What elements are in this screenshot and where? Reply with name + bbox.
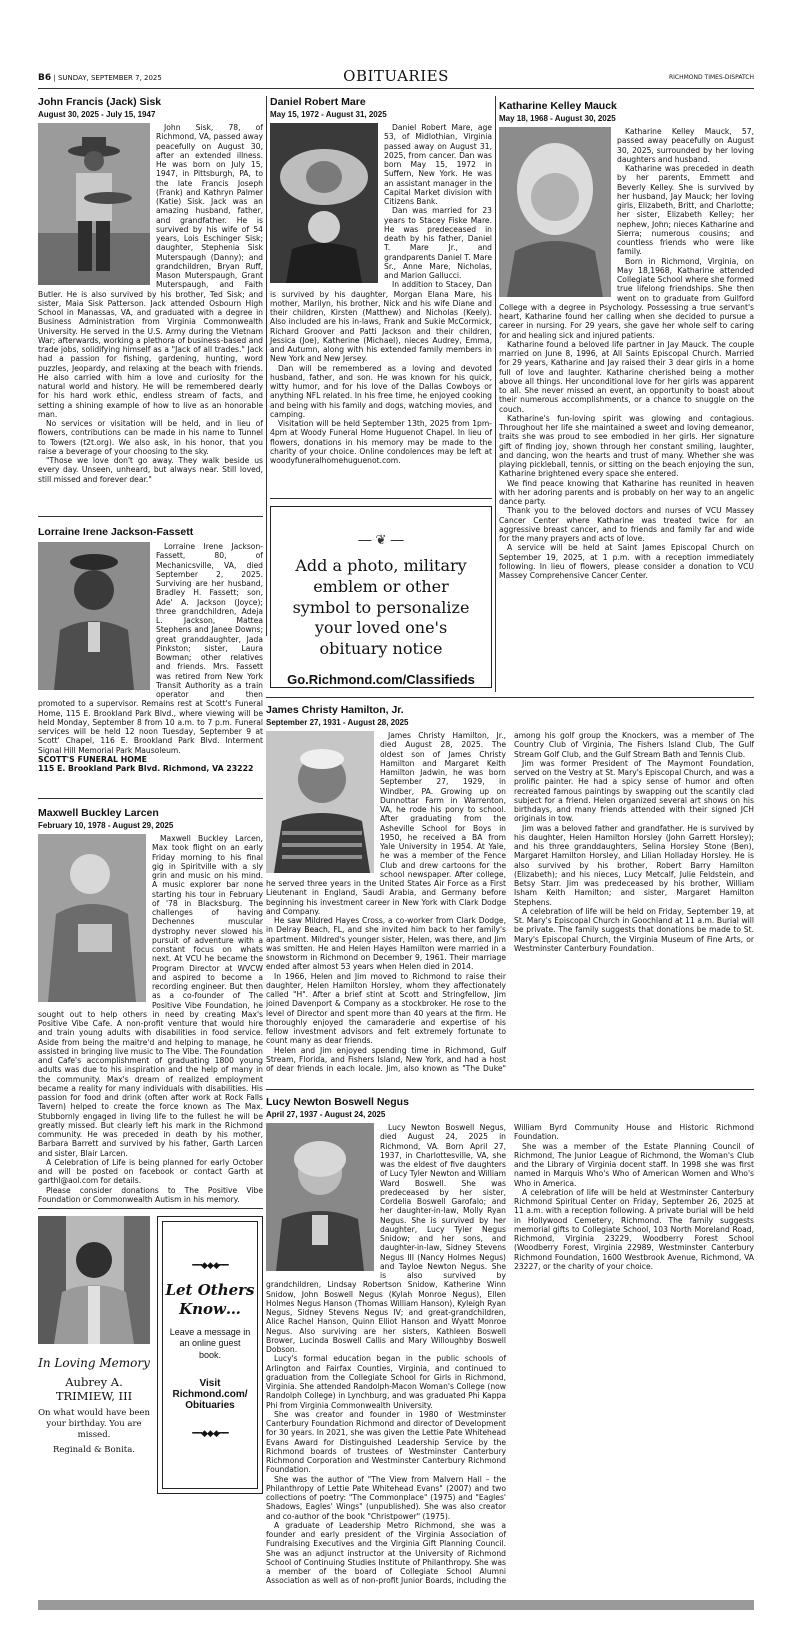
ornament-icon: ━━◆◆◆━━: [192, 1261, 228, 1271]
obit-mare: [270, 96, 492, 506]
obit-dates: April 27, 1937 - August 24, 2025: [266, 1110, 386, 1119]
obit-paragraph: Maxwell Buckley Larcen, Max took flight on an early Friday morning to his final gig in Spiritville with a sly grin and music on his mind. A music explorer bar none starting his tour in February of '78 in Blacksburg. The challenges of having Dechennes muscular dystrophy never slowed his pursuit of adventure with a constant focus on whats next. At VCU he became the Program Director at WVCW and aspired to become a recording engineer. But then as a co-founder of The Positive Vibe Foundation, he sought out to help others in need by creating Max's Positive Vibe Cafe. A non-profit venture that would hire and train young adults with disabilities in food service. Aside from being the maitre'd and helping to manage, he assisted in bringing live music to The Vibe. The Foundation and Cafe's accomplishment of graduating 1800 young adults was due to his inspiration and the help of many in the community. Max's dream of realized employment became a reality for many individuals with disabilities. His passion for food and drink (often after work at Rock Falls Tavern) helped to create the force known as The Max. Stubbornly engaged in living life to the fullest he will be greatly missed. But clearly left his mark in the Richmond community. He was preceded in death by his mother, Barbara Barrett and survived by his father, Garth Larcen and sister, Blair Larcen.: [38, 834, 263, 1158]
divider: [266, 1089, 754, 1090]
obit-mauck: [499, 100, 754, 692]
divider: [270, 498, 492, 499]
obit-paragraph: Please consider donations to The Positive Vibe Foundation or Commonwealth Autism in his memory.: [38, 1185, 263, 1204]
obit-photo-mare: [270, 123, 378, 283]
ad-photo-text: Add a photo, military emblem or other symbol to personalize your loved one's obituary notice: [292, 556, 470, 659]
obit-larcen: [38, 807, 263, 1204]
ad-url-line1[interactable]: Richmond.com/: [172, 1388, 248, 1400]
obit-name: James Christy Hamilton, Jr.: [266, 704, 404, 716]
obit-dates: May 15, 1972 - August 31, 2025: [270, 110, 387, 119]
ornament-icon: ⎯⎯ ❦ ⎯⎯: [358, 533, 404, 548]
ornament-icon: ━━◆◆◆━━: [192, 1428, 228, 1439]
obit-photo-sisk: [38, 123, 150, 285]
obit-name: Maxwell Buckley Larcen: [38, 807, 159, 819]
obit-dates: February 10, 1978 - August 29, 2025: [38, 821, 174, 830]
obit-paragraph: A celebration of life will be held at Westminster Canterbury Richmond Spiritual Center on Friday, September 26, 2025 at 11 a.m. with a reception following. A private burial will be held in Hollywood Cemetery, Richmond. The family suggests memorial gifts to Collegiate School, 103 North Moreland Road, Richmond, Virginia 23229, Woodberry Forest School (Woodberry Forest, Virginia 22989, Westminster Canterbury Richmond Foundation, 1600 Westbrook Avenue, Richmond, VA 23227, or the charity of your choice.: [514, 1187, 754, 1271]
divider: [38, 516, 263, 517]
obit-paragraph: She was creator and founder in 1980 of Westminster Canterbury Foundation Richmond and director of Development for 30 years. In 2021, she was given the Lettie Pate Whitehead Evans Award for Distinguished Leadership Service by the Richmond boards of trustees of Westminster Canterbury Richmond Corporation and Westminster Canterbury Richmond Foundation.: [266, 1409, 506, 1475]
divider: [266, 697, 754, 698]
obit-dates: May 18, 1968 - August 30, 2025: [499, 114, 616, 123]
obit-paragraph: In addition to Stacey, Dan is survived by his daughter, Morgan Elana Mare, his mother, Marilyn, his brother, Nick and his wife Diane and their children, Kirsten (Matthew) and Nicholas (Keely). Also included are his in-laws, Frank and Sukie McCormick, Richard Groover and Patti Jackson and their children, Jessica (Joe), Katherine (Michael), nieces Audrey, Emma, and Autumn, along with his extended family members in New York and New Jersey.: [270, 280, 492, 364]
funeral-home-address: 115 E. Brookland Park Blvd. Richmond, VA 23222: [38, 764, 254, 774]
obit-paragraph: Katharine's fun-loving spirit was glowing and contagious. Throughout her life she maintained a sweet and loving demeanor, traits she was proud to see embodied in her girls. Her signature gift of finding joy, shown through her constant smiling, laughter, and dancing, won the hearts and trust of many. Whether she was playing pickleball, tennis, or sitting on the beach enjoying the sun, Katharine brightened every space she entered.: [499, 413, 754, 479]
obit-paragraph: Katharine was preceded in death by her parents, Emmett and Beverly Kelley. She is survived by her husband, Jay Mauck; her loving girls, Elizabeth, Britt, and Charlotte; her sister, Elizabeth Kelley; her nephew, John; nieces Katharine and Sierra; numerous cousins; and countless friends who were like family.: [617, 164, 754, 257]
obit-paragraph: He saw Mildred Hayes Cross, a co-worker from Clark Dodge, in Delray Beach, FL, and she invited him back to her family's apartment. Mildred's younger sister, Helen, was there, and Jim was smitten. He and Helen Hayes Hamilton were married in a snowstorm in Richmond on December 9, 1961. Their marriage ended after almost 53 years when Helen died in 2014.: [266, 916, 506, 972]
obit-paragraph: Dan was married for 23 years to Stacey Fiske Mare. He was predeceased in death by his father, Daniel T. Mare Jr., and grandparents Daniel T. Mare Sr., Anne Mare, Nicholas, and Marion Gallucci.: [384, 206, 492, 280]
page-header: [38, 65, 754, 89]
photo-emblem-ad: [270, 506, 492, 688]
obit-name: Katharine Kelley Mauck: [499, 100, 617, 112]
obit-paragraph: "Those we love don't go away. They walk beside us every day. Unseen, unheard, but always near. Still loved, still missed and forever dear.": [38, 456, 263, 484]
obit-paragraph: A Celebration of Life is being planned for early October and will be posted on facebook or contact Garth at garthl@aol.com for details.: [38, 1157, 263, 1186]
memory-message: On what would have been your birthday. You are missed.: [38, 1408, 150, 1441]
obit-paragraph: Born in Richmond, Virginia, on May 18,1968, Katharine attended Collegiate School where she formed true lifelong friendships. She then went on to graduate from Guilford College with a degree in Psychology. Possessing a true servant's heart, Katharine found her calling when she decided to pursue a career in nursing. For 29 years, she gave her whole self to caring for and healing sick and injured patients.: [499, 256, 754, 340]
obit-name: John Francis (Jack) Sisk: [38, 96, 162, 108]
obit-photo-jackson: [38, 542, 150, 690]
obit-paragraph: Lorraine Irene Jackson-Fassett, 80, of Mechanicsville, VA, died September 2, 2025. Surviving are her husband, Bradley H. Fassett; son, Ade' A. Jackson (Joyce); three grandchildren, Adeja L. Jackson, Mattea Stephens and Janee Downs; great granddaughter, Jada Pinkston; sister, Laura Bowman; other relatives and friends. Mrs. Fassett was retired from New York Transit Authority as a train operator and then promoted to a supervisor. Remains rest at Scott's Funeral Home, 115 E. Brookland Park Blvd., where viewing will be held Monday, September 8 from 10 a.m. to 7 p.m. Funeral services will be held 12 noon Tuesday, September 9 at Scott' Chapel, 116 E. Brookland Park Blvd. Interment Signal Hill Memorial Park Mausoleum.: [38, 542, 263, 755]
memory-script-title: In Loving Memory: [38, 1356, 150, 1370]
obit-paragraph: She was the author of "The View from Malvern Hall – the Philanthropy of Lettie Pate Whitehead Evans" (2007) and two collections of poetry: "The Commonplace" (1975) and "Eagles' Shadows, Eagles' Wings" (unpublished). She was also creator and co-author of the book "Christpower" (1975).: [266, 1474, 506, 1521]
memory-name-line2: TRIMIEW, III: [55, 1389, 133, 1403]
ad-photo-url[interactable]: Go.Richmond.com/Classifieds: [287, 671, 475, 687]
page-date: | SUNDAY, SEPTEMBER 7, 2025: [53, 74, 162, 82]
obit-paragraph: We find peace knowing that Katharine has reunited in heaven with her adoring parents and is probably on her way to an angelic dance party.: [499, 478, 754, 506]
obit-photo-mauck: [499, 127, 611, 297]
obit-hamilton: [266, 704, 754, 1084]
obit-paragraph: A service will be held at Saint James Episcopal Church on September 19, 2025, at 1 p.m. with a reception immediately following. In lieu of flowers, please consider a donation to VCU Massey Comprehensive Cancer Center.: [499, 543, 754, 580]
obit-paragraph: Jim was a beloved father and grandfather. He is survived by his daughter, Helen Hamilton Horsley (John Garrett Horsley); and his three granddaughters, Selina Horsley Stone (Ben), Margaret Hamilton Horsley, and Lilian Holladay Horsley. He is also survived by his brother, Robert Barry Hamilton (Elizabeth); and his nieces, Lucy Metcalf, Julie Feldstein, and Betsy Starr. Jim was predeceased by his brother, William Isham Keith Hamilton; and sister, Margaret Hamilton Stephens.: [514, 823, 754, 907]
obit-paragraph: Lucy's formal education began in the public schools of Arlington and Fairfax Counties, Virginia, and continued to graduation from the Collegiate School for Girls in Richmond, Virginia. She attended Randolph-Macon Woman's College (now Randolph College) in Lynchburg, and was graduated Phi Kappa Phi from Virginia Commonwealth University.: [266, 1354, 506, 1410]
obit-paragraph: No services or visitation will be held, and in lieu of flowers, contributions can be made in his name to Tunnel to Towers (t2t.org). We also ask, in his honor, that you raise a beverage of your choosing to the sky.: [38, 419, 263, 456]
obit-name: Lucy Newton Boswell Negus: [266, 1096, 409, 1108]
funeral-home-name: SCOTT'S FUNERAL HOME: [38, 754, 147, 764]
obit-paragraph: Dan will be remembered as a loving and devoted husband, father, and son. He was known for his quick, witty humor, and for his love of the Dallas Cowboys or anything NFL related. In his free time, he enjoyed cooking and being with his family and dogs, watching movies, and camping.: [270, 363, 492, 419]
obit-photo-hamilton: [266, 731, 374, 873]
column-rule: [266, 96, 267, 636]
divider: [38, 798, 263, 799]
obit-paragraph: Katharine Kelley Mauck, 57, passed away peacefully on August 30, 2025, surrounded by her loving daughters and husband.: [617, 127, 754, 164]
obit-paragraph: Daniel Robert Mare, age 53, of Midlothian, Virginia passed away on August 31, 2025, from cancer. Dan was born May 15, 1972 in Suffern, New York. He was an assistant manager in the Capital Market division with Citizens Bank.: [384, 123, 492, 206]
ad-subtitle: Leave a message in an online guest book.: [169, 1326, 251, 1360]
memory-signature: Reginald & Bonita.: [52, 1445, 135, 1456]
page-number: B6: [38, 73, 52, 83]
divider: [38, 1208, 263, 1209]
obit-sisk: [38, 96, 263, 511]
memory-photo: [38, 1216, 150, 1344]
obit-name: Lorraine Irene Jackson-Fassett: [38, 526, 194, 538]
guest-book-ad: [157, 1216, 263, 1494]
obit-paragraph: She was a member of the Estate Planning Council of Richmond, The Junior League of Richmond, the Woman's Club and the Library of Virginia docent staff. In 1998 she was first named in Marquis Who's Who of American Women and Who's Who in America.: [514, 1141, 754, 1188]
obit-paragraph: In 1966, Helen and Jim moved to Richmond to raise their daughter, Helen Hamilton Horsley, whom they affectionately called "H". After a brief stint at Scott and Stringfellow, Jim joined Davenport & Company as a stockbroker. He rose to the level of Director and spent more than 40 years at the firm. He thoroughly enjoyed the camaraderie and expertise of his fellow investment advisors and felt extremely fortunate to count many as dear friends.: [266, 971, 506, 1046]
ad-title: Let Others Know…: [165, 1281, 255, 1318]
memory-name-line1: Aubrey A.: [65, 1375, 123, 1389]
obit-paragraph: Visitation will be held September 13th, 2025 from 1pm-4pm at Woody Funeral Home Huguenot Chapel. In lieu of flowers, donations in his memory may be made to the charity of your choice. Online condolences may be left at woodyfuneralhomehuguenot.com.: [270, 419, 492, 465]
paper-name: RICHMOND TIMES-DISPATCH: [668, 74, 754, 81]
ad-visit: Visit: [199, 1377, 221, 1389]
obit-paragraph: Lucy Newton Boswell Negus, died August 24, 2025 in Richmond, VA. Born April 27, 1937, in Charlottesville, VA, she was the eldest of five daughters of Lucy Tyler Newton and William Ward Boswell. She was predeceased by her sister, Cordelia Boswell Garofalo; and her daughter-in-law, Molly Ryan Negus. She is survived by her daughter, Lucy Tyler Negus Snidow; and her sons, and daughter-in-law, Sidney Stevens Negus III (Nancy Holmes Negus) and Tayloe Newton Negus. She is also survived by grandchildren, Lindsay Robertson Snidow, Katherine Winn Snidow, John Boswell Negus (Kylah Monroe Negus), Ellen Holmes Negus Hanson (Thomas William Hanson), Kyleigh Ryan Negus, Sidney Stevens Negus IV; and great-grandchildren, Alice Rachel Hanson, Quinn Elliot Hanson and Wyatt Monroe Negus. Also surviving are her sisters, Kathleen Boswell Brower, Lucinda Boswell Callis and Mary Willoughby Boswell Dobson.: [266, 1123, 506, 1354]
obit-dates: September 27, 1931 - August 28, 2025: [266, 718, 409, 727]
obit-paragraph: Helen and Jim enjoyed spending time in Richmond, Gulf Stream, Florida, and Fishers Island, New York, and had a host of dear friends in each locale. Jim, also known as "The Duke" among his golf group the Knockers, was a member of The Country Club of Virginia, The Fishers Island Club, The Gulf Stream Golf Club, and the Gulf Stream Bath and Tennis Club.: [266, 731, 754, 1073]
obit-photo-negus: [266, 1123, 374, 1271]
obit-dates: August 30, 2025 - July 15, 1947: [38, 110, 156, 119]
obit-paragraph: John Sisk, 78, of Richmond, VA, passed away peacefully on August 30, after an extended illness. He was born on July 15, 1947, in Pittsburgh, PA, to the late Francis Joseph (Frank) and Kathryn Palmer (Katie) Sisk. Jack was an amazing husband, father, and grandfather. He is survived by his wife of 54 years, Lois Eschinger Sisk; daughter, Stephenia Sisk Muterspaugh (Danny); and grandchildren, Bryan Ruff, Mason Muterspaugh, Grant Muterspaugh, and Faith Butler. He is also survived by his brother, Ted Sisk; and sister, Maia Sisk Patterson. Jack attended Osbourn High School in Manassas, VA, and graduated with a degree in Business Administration from Virginia Commonwealth University. He served in the U.S. Army during the Vietnam War; afterwards, working a plethora of business-based and trade jobs, solidifying himself as a "Jack of all trades." Jack had a passion for fishing, gardening, hunting, word puzzles, Jeopardy, and relaxing at the beach with friends. He also carried with him a love and curiosity for the natural world and history. He will be remembered dearly for his hard work ethic, endless stream of facts, and setting a shining example of how to live as an honorable man.: [38, 123, 263, 419]
obit-paragraph: Thank you to the beloved doctors and nurses of VCU Massey Cancer Center where Katharine was treated twice for an aggressive breast cancer, and to friends and family far and wide for the many prayers and acts of love.: [499, 506, 754, 543]
obit-paragraph: Katharine found a beloved life partner in Jay Mauck. The couple married on June 8, 1996, at All Saints Episcopal Church. Married for 29 years, Katharine and Jay raised their 3 dear girls in a home full of love and laughter. Katharine cherished being a mother above all things. Her unconditional love for her girls was apparent to all. She never missed an event, an opportunity to boast about their numerous accomplishments, or a chance to snuggle on the couch.: [499, 339, 754, 414]
in-memory-notice: [38, 1216, 150, 1481]
footer-bar: [38, 1600, 754, 1610]
obit-name: Daniel Robert Mare: [270, 96, 366, 108]
obit-paragraph: A celebration of life will be held on Friday, September 19, at St. Mary's Episcopal Church in Goochland at 11 a.m. Burial will be private. The family suggests that donations be made to St. Mary's Episcopal Church, the Virginia Museum of Fine Arts, or Westminster Canterbury Foundation.: [514, 906, 754, 953]
obit-paragraph: Jim was former President of The Maymont Foundation, served on the Vestry at St. Mary's Episcopal Church, and was a prolific painter. He had a spicy sense of humor and often recreated famous paintings by swapping out the scantily clad subject for a friend. Helen organized several art shows on his birthdays, and many friends attended with their signed JCH originals in tow.: [514, 758, 754, 824]
ad-url-line2[interactable]: Obituaries: [185, 1399, 235, 1411]
obit-negus: [266, 1096, 754, 1596]
obit-paragraph: A graduate of Leadership Metro Richmond, she was a founder and early president of the Virginia Association of Fundraising Executives and the Virginia Gift Planning Council. She was an adjunct instructor at the University of Richmond School of Continuing Studies Institute of Philanthropy. She was a member of the board of Collegiate School Alumni Association as well as of non-profit Junior Boards, including the William Byrd Community House and Historic Richmond Foundation.: [266, 1123, 754, 1586]
obit-photo-larcen: [38, 834, 146, 1002]
obit-jackson-fassett: [38, 526, 263, 786]
obit-paragraph: James Christy Hamilton, Jr., died August 28, 2025. The oldest son of James Christy Hamilton and Margaret Keith Hamilton Jadwin, he was born September 27, 1929, in Windber, PA. Growing up on Dunnottar Farm in Warrenton, VA, he rode his pony to school. After graduating from the Asheville School for Boys in 1950, he received a BA from Yale University in 1954. At Yale, he was a member of the Fence Club and drew cartoons for the school newspaper. After college, he served three years in the United States Air Force as a First Lieutenant in England, Saudi Arabia, and Germany before beginning his investment career in New York with Clark Dodge and Company.: [266, 731, 506, 916]
column-rule: [495, 96, 496, 692]
section-title: OBITUARIES: [343, 67, 449, 85]
